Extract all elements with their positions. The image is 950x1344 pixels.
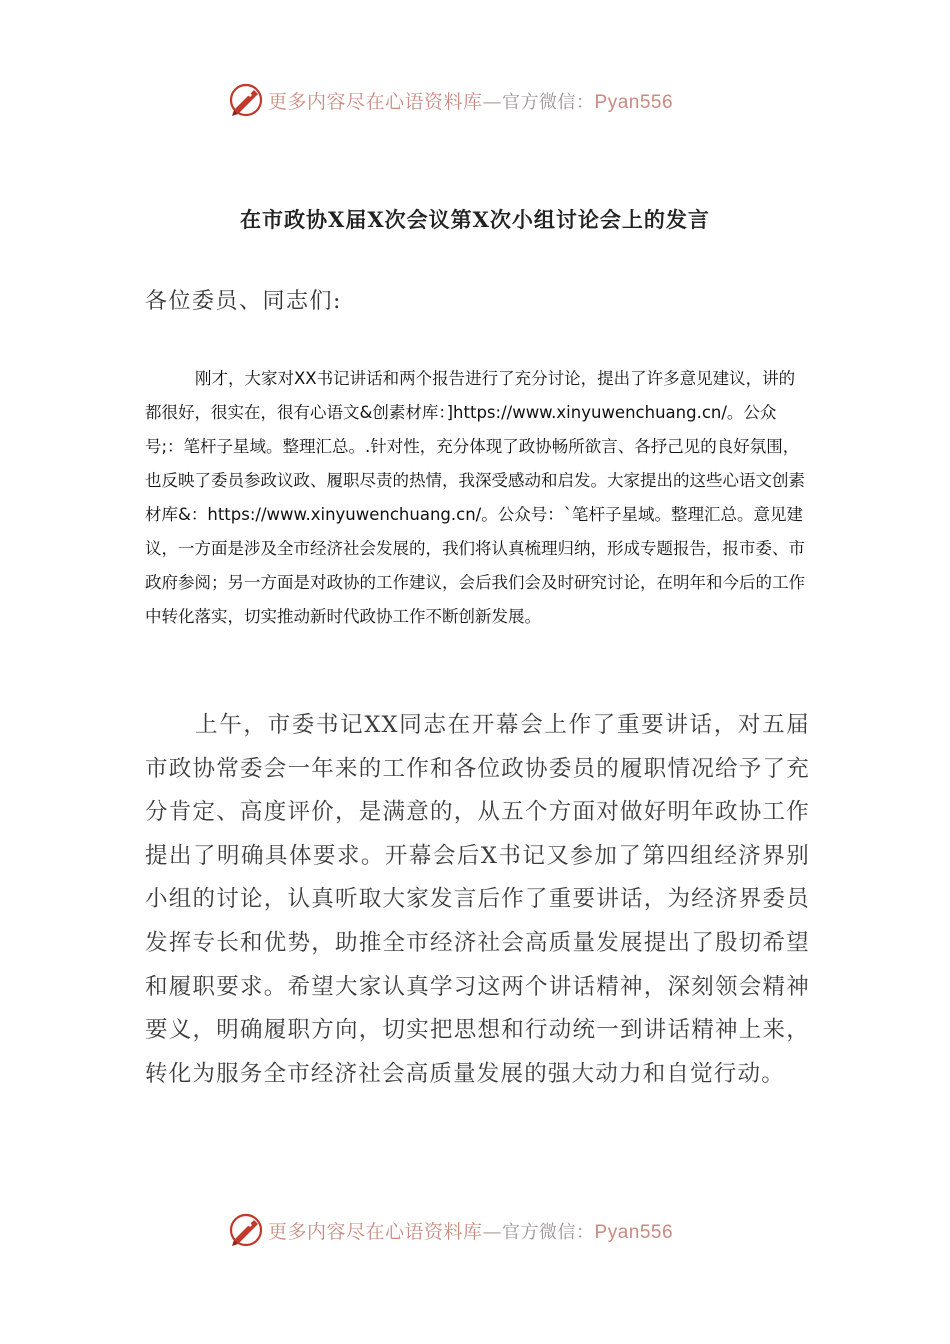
greeting: 各位委员、同志们: (145, 289, 342, 314)
banner-wechat-label: 官方微信： (502, 91, 595, 113)
header-banner (228, 80, 728, 120)
banner-main-text: 更多内容尽在心语资料库 (268, 1220, 483, 1243)
pen-logo-icon (228, 1212, 264, 1248)
banner-dash: — (482, 90, 503, 113)
banner-main-text: 更多内容尽在心语资料库 (268, 90, 483, 113)
banner-text (268, 1217, 673, 1244)
document-title: 在市政协X届X次会议第X次小组讨论会上的发言 (240, 207, 710, 232)
banner-handle: Pyan556 (594, 91, 674, 113)
banner-dash: — (482, 1220, 503, 1243)
pen-logo-icon (228, 82, 264, 118)
footer-banner (228, 1210, 728, 1250)
banner-handle: Pyan556 (594, 1221, 674, 1243)
banner-text (268, 87, 673, 114)
paragraph-1: 刚才，大家对XX书记讲话和两个报告进行了充分讨论，提出了许多意见建议，讲的都很好，很实在，很有心语文&创素材库：]https://www.xinyuwenchuang.cn/。公众号;：笔杆子星域。整理汇总。.针对性，充分体现了政协畅所欲言、各抒己见的良好氛围，也反映了委员参政议政、履职尽责的热情，我深受感动和启发。大家提出的这些心语文创素材库&：https://www.xinyuwenchuang.cn/。公众号：`笔杆子星域。整理汇总。意见建议，一方面是涉及全市经济社会发展的，我们将认真梳理归纳，形成专题报告，报市委、市政府参阅；另一方面是对政协的工作建议，会后我们会及时研究讨论，在明年和今后的工作中转化落实，切实推动新时代政协工作不断创新发展。 (145, 369, 805, 626)
paragraph-2: 上午，市委书记XX同志在开幕会上作了重要讲话，对五届市政协常委会一年来的工作和各位政协委员的履职情况给予了充分肯定、高度评价，是满意的，从五个方面对做好明年政协工作提出了明确具体要求。开幕会后X书记又参加了第四组经济界别小组的讨论，认真听取大家发言后作了重要讲话，为经济界委员发挥专长和优势，助推全市经济社会高质量发展提出了殷切希望和履职要求。希望大家认真学习这两个讲话精神，深刻领会精神要义，明确履职方向，切实把思想和行动统一到讲话精神上来，转化为服务全市经济社会高质量发展的强大动力和自觉行动。 (145, 712, 810, 1087)
banner-wechat-label: 官方微信： (502, 1221, 595, 1243)
